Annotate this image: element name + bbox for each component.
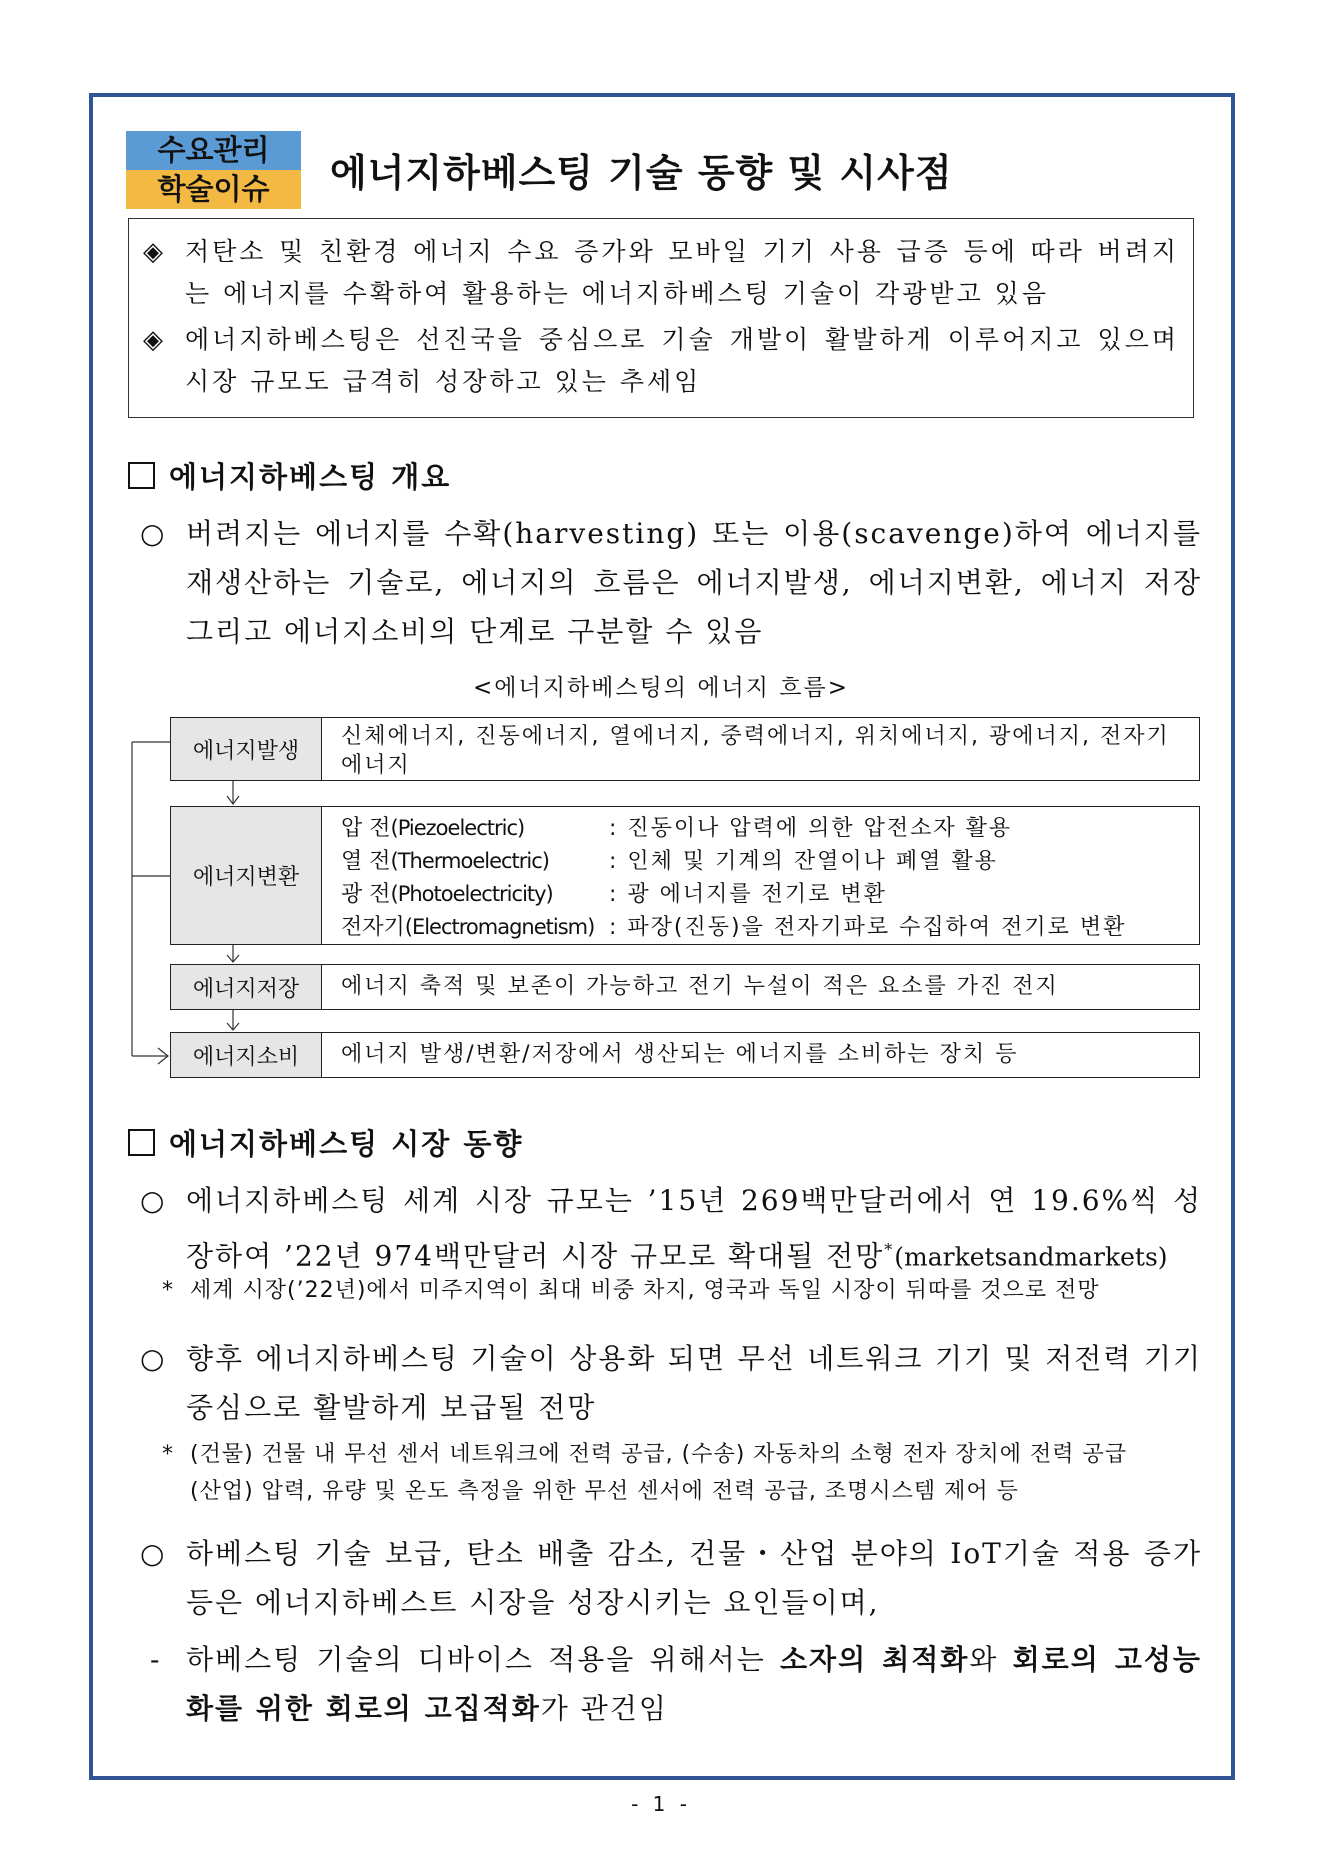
conversion-line xyxy=(341,812,1189,845)
term-desc: : 인체 및 기계의 잔열이나 폐열 활용 xyxy=(609,849,998,874)
paragraph-text: 향후 에너지하베스팅 기술이 상용화 되면 무선 네트워크 기기 및 저전력 기기 중심으로 활발하게 보급될 전망 xyxy=(186,1342,1202,1424)
badge-bottom: 학술이슈 xyxy=(126,170,301,209)
flow-row-conversion xyxy=(170,806,1200,945)
term-desc: : 광 에너지를 전기로 변환 xyxy=(609,882,887,907)
flow-label-consumption: 에너지소비 xyxy=(171,1033,322,1077)
term-ko: 광 전 xyxy=(341,882,391,907)
term-desc: : 파장(진동)을 전자기파로 수집하여 전기로 변환 xyxy=(609,915,1127,940)
note-text: (건물) 건물 내 무선 센서 네트워크에 전력 공급, (수송) 자동차의 소형 전자 장치에 전력 공급 xyxy=(190,1442,1128,1467)
section-heading-text: 에너지하베스팅 시장 동향 xyxy=(169,1127,524,1161)
term-desc: : 진동이나 압력에 의한 압전소자 활용 xyxy=(609,816,1013,841)
circle-bullet-icon: ○ xyxy=(140,1342,165,1375)
dash-text: 하베스팅 기술의 디바이스 적용을 위해서는 xyxy=(186,1643,780,1676)
conversion-line xyxy=(341,911,1189,944)
conversion-line xyxy=(341,845,1189,878)
note-text: 세계 시장(’22년)에서 미주지역이 최대 비중 차지, 영국과 독일 시장이 뒤따를 것으로 전망 xyxy=(190,1278,1100,1303)
badge-top: 수요관리 xyxy=(126,131,301,170)
emphasis-text: 소자의 최적화 xyxy=(779,1643,970,1676)
market-dash-item xyxy=(140,1635,1202,1733)
circle-bullet-icon: ○ xyxy=(140,1184,165,1217)
paragraph-text: 에너지하베스팅 세계 시장 규모는 ’15년 269백만달러에서 연 19.6%씩 성장하여 ’22년 974백만달러 시장 규모로 확대될 전망 xyxy=(186,1184,1202,1273)
dash-text: 가 관건임 xyxy=(540,1692,668,1725)
paragraph-text: 하베스팅 기술 보급, 탄소 배출 감소, 건물・산업 분야의 IoT기술 적용 증가 등은 에너지하베스트 시장을 성장시키는 요인들이며, xyxy=(186,1537,1202,1619)
flow-label-storage: 에너지저장 xyxy=(171,965,322,1009)
section-heading-text: 에너지하베스팅 개요 xyxy=(169,460,452,494)
flow-content-generation: 신체에너지, 진동에너지, 열에너지, 중력에너지, 위치에너지, 광에너지, 전자기에너지 xyxy=(341,724,1170,778)
page-number: - 1 - xyxy=(631,1792,691,1816)
footnote-marker: * xyxy=(884,1240,895,1259)
market-paragraph-1 xyxy=(140,1176,1202,1281)
section-heading-market xyxy=(128,1122,523,1163)
term-en: (Thermoelectric) xyxy=(390,849,549,873)
flow-content-conversion xyxy=(341,807,1189,944)
paragraph-text: 버려지는 에너지를 수확(harvesting) 또는 이용(scavenge)하여 에너지를 재생산하는 기술로, 에너지의 흐름은 에너지발생, 에너지변환, 에너지 저장 그리고 에너지소비의 단계로 구분할 수 있음 xyxy=(186,517,1202,648)
checkbox-square-icon xyxy=(128,1129,155,1156)
circle-bullet-icon: ○ xyxy=(140,1537,165,1570)
flow-content-storage: 에너지 축적 및 보존이 가능하고 전기 누설이 적은 요소를 가진 전지 xyxy=(341,974,1059,999)
term-en: (Photoelectricity) xyxy=(390,882,553,906)
market-paragraph-2 xyxy=(140,1334,1202,1432)
figure-caption: <에너지하베스팅의 에너지 흐름> xyxy=(473,675,849,701)
summary-text: 저탄소 및 친환경 에너지 수요 증가와 모바일 기기 사용 급증 등에 따라 버려지는 에너지를 수확하여 활용하는 에너지하베스팅 기술이 각광받고 있음 xyxy=(185,237,1179,308)
market-paragraph-3 xyxy=(140,1529,1202,1627)
conversion-line xyxy=(341,878,1189,911)
flow-content-consumption: 에너지 발생/변환/저장에서 생산되는 에너지를 소비하는 장치 등 xyxy=(341,1042,1019,1067)
dash-marker: - xyxy=(150,1643,160,1676)
term-en: (Electromagnetism) xyxy=(404,915,595,939)
source-text: (marketsandmarkets) xyxy=(894,1242,1168,1272)
market-note-2 xyxy=(162,1436,1202,1510)
diamond-bullet-icon: ◈ xyxy=(143,237,166,267)
flow-row-generation xyxy=(170,717,1200,781)
emphasis-text: 회로의 고성능화를 위한 회로의 고집적화 xyxy=(186,1643,1202,1725)
asterisk-marker: * xyxy=(162,1442,174,1467)
summary-text: 에너지하베스팅은 선진국을 중심으로 기술 개발이 활발하게 이루어지고 있으며 시장 규모도 급격히 성장하고 있는 추세임 xyxy=(185,325,1179,396)
term-en: (Piezoelectric) xyxy=(390,816,525,840)
term-ko: 열 전 xyxy=(341,849,391,874)
flow-label-generation: 에너지발생 xyxy=(171,718,322,780)
term-ko: 전자기 xyxy=(341,915,405,940)
document-title: 에너지하베스팅 기술 동향 및 시사점 xyxy=(330,151,953,195)
note-text: (산업) 압력, 유량 및 온도 측정을 위한 무선 센서에 전력 공급, 조명시스템 제어 등 xyxy=(190,1479,1019,1504)
flow-row-storage xyxy=(170,964,1200,1010)
dash-text: 와 xyxy=(969,1643,1013,1676)
circle-bullet-icon: ○ xyxy=(140,517,165,550)
flow-label-conversion: 에너지변환 xyxy=(171,807,322,944)
term-ko: 압 전 xyxy=(341,816,391,841)
asterisk-marker: * xyxy=(162,1278,174,1303)
flow-row-consumption xyxy=(170,1032,1200,1078)
market-note-1 xyxy=(162,1272,1202,1309)
diamond-bullet-icon: ◈ xyxy=(143,325,166,355)
